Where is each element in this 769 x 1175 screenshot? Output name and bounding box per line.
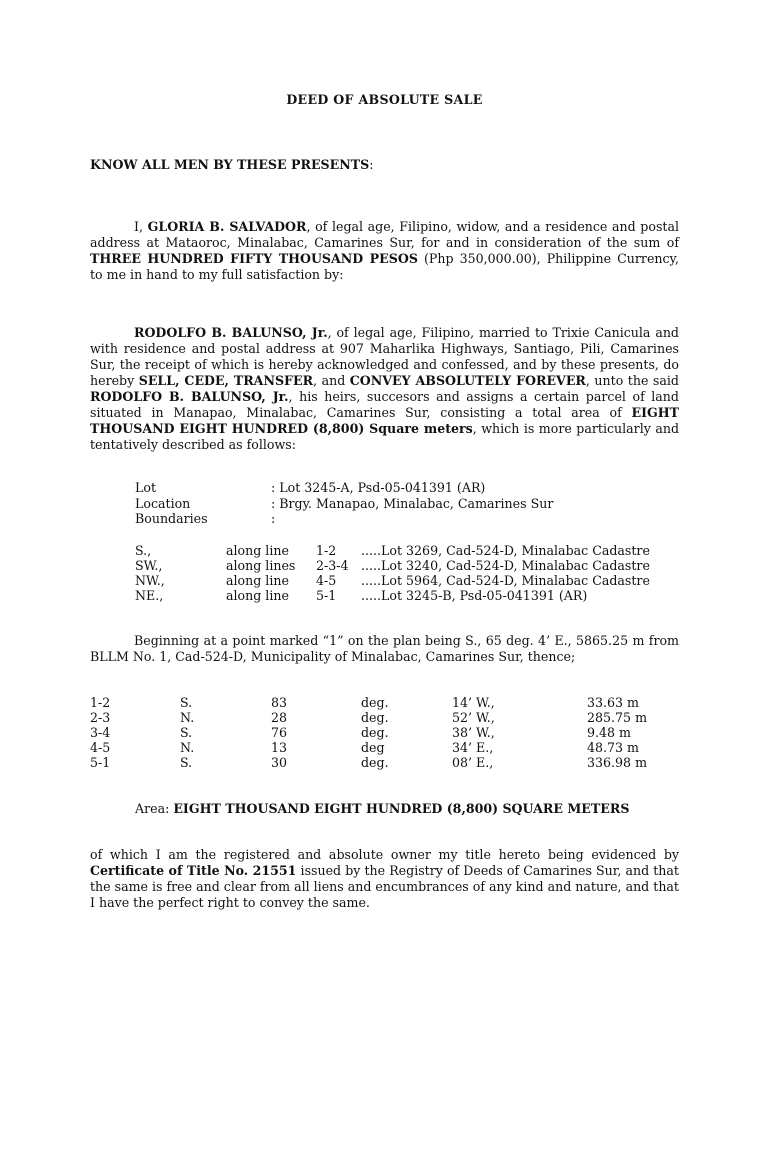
bearing-line: 2-3 xyxy=(90,710,111,725)
bearing-degrees: 28 xyxy=(271,710,288,725)
bearing-degrees: 30 xyxy=(271,755,288,770)
price-in-words: THREE HUNDRED FIFTY THOUSAND PESOS xyxy=(90,251,418,266)
opening-clause xyxy=(90,157,373,172)
ownership-text-a: of which I am the registered and absolute owner my title hereto being evidenced by xyxy=(90,847,679,862)
buyer-paragraph xyxy=(90,325,679,453)
lot-info-value: : Brgy. Manapao, Minalabac, Camarines Sur xyxy=(271,496,554,511)
seller-text-c: (Php 350,000.00), Philippine Currency, to me in hand to my full satisfaction by: xyxy=(90,251,679,282)
boundary-direction: NE., xyxy=(135,588,164,603)
bearing-minutes: 38’ W., xyxy=(452,725,495,740)
bearing-degrees: 83 xyxy=(271,695,288,710)
bearing-unit: deg xyxy=(361,740,385,755)
area-line xyxy=(135,801,629,816)
buyer-text-d: , his heirs, succesors and assigns a certain parcel of land situated in Manapao, Minalabac, Camarines Sur, consisting a total area of xyxy=(90,389,679,420)
lot-info-label: Boundaries xyxy=(135,511,208,526)
bearing-direction: S. xyxy=(180,755,193,770)
bearing-unit: deg. xyxy=(361,725,389,740)
boundary-direction: S., xyxy=(135,543,152,558)
boundary-description: .....Lot 3269, Cad-524-D, Minalabac Cadastre xyxy=(361,543,650,558)
bearing-distance: 48.73 m xyxy=(587,740,639,755)
beginning-point-paragraph xyxy=(90,633,679,665)
bearing-distance: 285.75 m xyxy=(587,710,648,725)
boundary-along: along line xyxy=(226,588,289,603)
opening-clause-text: KNOW ALL MEN BY THESE PRESENTS xyxy=(90,157,370,172)
bearing-distance: 336.98 m xyxy=(587,755,648,770)
conveyance-verbs: SELL, CEDE, TRANSFER xyxy=(138,373,314,388)
bearing-minutes: 14’ W., xyxy=(452,695,495,710)
boundary-along: along line xyxy=(226,543,289,558)
bearing-minutes: 08’ E., xyxy=(452,755,494,770)
bearing-unit: deg. xyxy=(361,695,389,710)
bearing-distance: 33.63 m xyxy=(587,695,639,710)
buyer-text-b: , and xyxy=(313,373,350,388)
bearing-direction: N. xyxy=(180,740,195,755)
ownership-paragraph xyxy=(90,847,679,911)
lot-info-label: Location xyxy=(135,496,191,511)
area-label: Area: xyxy=(135,801,174,816)
boundary-line: 1-2 xyxy=(316,543,337,558)
boundary-along: along line xyxy=(226,573,289,588)
lot-info-value: : xyxy=(271,511,276,526)
bearing-minutes: 34’ E., xyxy=(452,740,494,755)
ownership-text-b: issued by the Registry of Deeds of Camarines Sur, and that the same is free and clear from all liens and encumbrances of any kind and nature, and that I have the perfect right to convey the same. xyxy=(90,863,679,910)
boundary-direction: SW., xyxy=(135,558,163,573)
bearing-direction: S. xyxy=(180,695,193,710)
bearing-line: 4-5 xyxy=(90,740,111,755)
buyer-name: RODOLFO B. BALUNSO, Jr. xyxy=(134,325,328,340)
convey-absolutely: CONVEY ABSOLUTELY FOREVER xyxy=(349,373,586,388)
seller-text-b: , of legal age, Filipino, widow, and a residence and postal address at Mataoroc, Minalabac, Camarines Sur, for and in consideration of the sum of xyxy=(90,219,680,250)
bearing-direction: N. xyxy=(180,710,195,725)
bearing-line: 5-1 xyxy=(90,755,111,770)
bearing-minutes: 52’ W., xyxy=(452,710,495,725)
boundary-description: .....Lot 3240, Cad-524-D, Minalabac Cadastre xyxy=(361,558,650,573)
boundary-description: .....Lot 5964, Cad-524-D, Minalabac Cadastre xyxy=(361,573,650,588)
lot-info-label: Lot xyxy=(135,480,157,495)
seller-paragraph xyxy=(90,219,679,283)
beginning-point-text: Beginning at a point marked “1” on the plan being S., 65 deg. 4’ E., 5865.25 m from BLLM No. 1, Cad-524-D, Municipality of Minalabac, Camarines Sur, thence; xyxy=(90,633,679,664)
buyer-text-a: , of legal age, Filipino, married to Trixie Canicula and with residence and postal address at 907 Maharlika Highways, Santiago, Pili, Camarines Sur, the receipt of which is hereby acknowledged and confessed, and by these presents, do hereby xyxy=(90,325,679,388)
area-value: EIGHT THOUSAND EIGHT HUNDRED (8,800) SQUARE METERS xyxy=(173,801,630,816)
buyer-text-e: , which is more particularly and tentatively described as follows: xyxy=(90,421,679,452)
lot-info-value: : Lot 3245-A, Psd-05-041391 (AR) xyxy=(271,480,486,495)
bearing-direction: S. xyxy=(180,725,193,740)
bearing-line: 3-4 xyxy=(90,725,111,740)
document-title: DEED OF ABSOLUTE SALE xyxy=(286,92,483,107)
title-number: Certificate of Title No. 21551 xyxy=(90,863,297,878)
seller-text-a: I, xyxy=(134,219,148,234)
boundary-direction: NW., xyxy=(135,573,165,588)
buyer-text-c: , unto the said xyxy=(585,373,679,388)
total-area: EIGHT THOUSAND EIGHT HUNDRED (8,800) Square meters xyxy=(90,405,679,436)
bearing-unit: deg. xyxy=(361,710,389,725)
boundary-along: along lines xyxy=(226,558,296,573)
boundary-line: 2-3-4 xyxy=(316,558,349,573)
bearing-line: 1-2 xyxy=(90,695,111,710)
boundary-line: 4-5 xyxy=(316,573,337,588)
bearing-degrees: 76 xyxy=(271,725,288,740)
bearing-unit: deg. xyxy=(361,755,389,770)
boundary-line: 5-1 xyxy=(316,588,337,603)
bearing-distance: 9.48 m xyxy=(587,725,631,740)
opening-clause-colon: : xyxy=(369,157,374,172)
bearing-degrees: 13 xyxy=(271,740,288,755)
seller-name: GLORIA B. SALVADOR xyxy=(147,219,307,234)
buyer-name-repeat: RODOLFO B. BALUNSO, Jr. xyxy=(90,389,289,404)
boundary-description: .....Lot 3245-B, Psd-05-041391 (AR) xyxy=(361,588,588,603)
